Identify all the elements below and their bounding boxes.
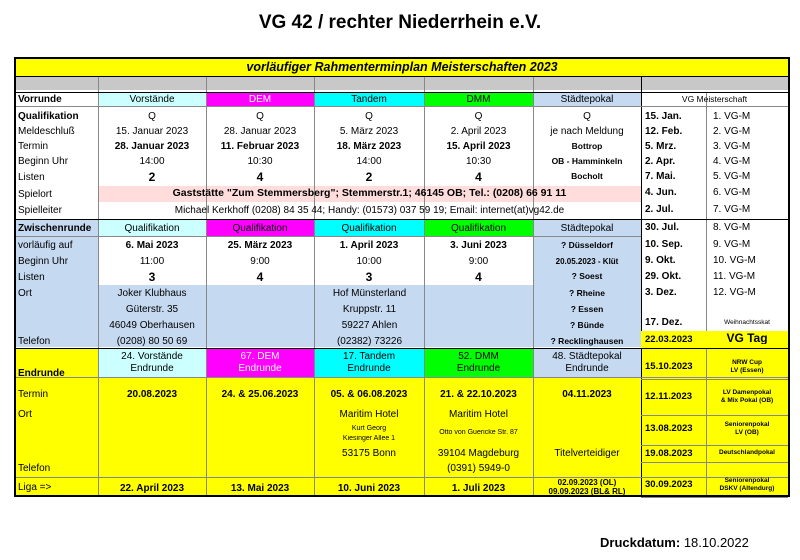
label-endrunde: Endrunde: [18, 368, 65, 379]
vgm-date-7: 30. Jul.: [645, 222, 679, 233]
vr-meldeschluss-1: 28. Januar 2023: [223, 126, 297, 137]
zw-ort-left-0: Joker Klubhaus: [117, 288, 187, 299]
grey-strip: [16, 77, 788, 90]
er-termin-1: 24. & 25.06.2023: [221, 389, 299, 400]
vgm-name-8: 9. VG-M: [713, 239, 751, 250]
vr-listen-4: Bocholt: [571, 171, 603, 181]
zw-listen-2: 3: [365, 271, 373, 284]
schedule-sheet: [14, 57, 790, 497]
vgm-date-11: 3. Dez.: [645, 287, 677, 298]
er-ort-c4-3: (0391) 5949-0: [447, 463, 510, 474]
label-qualifikation: Qualifikation: [18, 111, 79, 122]
zw-listen-3: 4: [475, 271, 482, 284]
vgm-date-5: 4. Jun.: [645, 187, 677, 198]
er-termin-0: 20.08.2023: [126, 389, 178, 400]
vr-termin-4: Bottrop: [571, 141, 603, 151]
vr-header-0: Vorstände: [129, 94, 175, 105]
spielleiter-text: Michael Kerkhoff (0208) 84 35 44; Handy: (01573) 037 59 19; Email: internet(at)vg42.de: [174, 205, 565, 216]
zw-header-2: Qualifikation: [341, 223, 397, 234]
print-date: [600, 535, 749, 550]
label-vorrunde: Vorrunde: [18, 94, 62, 105]
er-header-1-l1: 67. DEM: [240, 351, 280, 362]
er-ort-c5: Titelverteidiger: [554, 448, 620, 459]
label-meldeschluss: Meldeschluß: [18, 126, 75, 137]
er-liga-0: 22. April 2023: [119, 483, 185, 494]
vgm-extra-l2-1: & Mix Pokal (OB): [720, 397, 774, 404]
zw-ort-left-3: (0208) 80 50 69: [116, 336, 188, 347]
label-vorlaeufig: vorläufig auf: [18, 240, 73, 251]
vgm-name-10: 11. VG-M: [713, 271, 756, 282]
vgm-name-5: 6. VG-M: [713, 187, 751, 198]
er-header-3-l2: Endrunde: [456, 363, 501, 374]
vr-beginn-0: 14:00: [139, 156, 165, 167]
vgm-extra-l1-1: LV Damenpokal: [722, 389, 772, 396]
zw-listen-4: ? Soest: [571, 271, 603, 281]
vr-quali-2: Q: [365, 111, 373, 122]
er-liga-1: 13. Mai 2023: [230, 483, 290, 494]
grid: [16, 477, 788, 478]
vr-meldeschluss-2: 5. März 2023: [339, 126, 399, 137]
er-header-4-l1: 48. Städtepokal: [552, 351, 622, 362]
label-listen: Listen: [18, 172, 45, 183]
vgm-date-2: 5. Mrz.: [645, 141, 677, 152]
er-liga-2: 10. Juni 2023: [337, 483, 401, 494]
vr-termin-2: 18. März 2023: [336, 141, 402, 152]
zw-beginn-1: 9:00: [250, 256, 270, 267]
vgm-name-4: 5. VG-M: [713, 171, 751, 182]
label-ort2: Ort: [18, 409, 32, 420]
vr-listen-3: 4: [475, 171, 482, 184]
vgm-date-0: 15. Jan.: [645, 111, 682, 122]
vgm-name-1: 2. VG-M: [713, 126, 751, 137]
vgm-extra-l1-4: Seniorenpokal: [724, 477, 770, 484]
label-telefon: Telefon: [18, 336, 51, 347]
vgm-name-7: 8. VG-M: [713, 222, 751, 233]
zw-ort-left-1: Güterstr. 35: [125, 304, 179, 315]
zw-header-1: Qualifikation: [232, 223, 288, 234]
zw-datum-1: 25. März 2023: [227, 240, 293, 251]
vr-termin-1: 11. Februar 2023: [220, 141, 300, 152]
zw-ort-mid-1: Kruppstr. 11: [342, 304, 397, 315]
zw-header-4: Städtepokal: [560, 223, 614, 234]
vr-listen-1: 4: [256, 171, 264, 184]
grid: [16, 219, 788, 220]
vgm-extra-l1-3: Deutschlandpokal: [719, 449, 775, 456]
print-date-value: 18.10.2022: [683, 535, 749, 550]
zw-staedte-1: ? Essen: [570, 304, 604, 314]
vr-header-2: Tandem: [351, 94, 387, 105]
vr-termin-3: 15. April 2023: [446, 141, 511, 152]
vgm-date-9: 9. Okt.: [645, 255, 676, 266]
zw-beginn-2: 10:00: [356, 256, 382, 267]
vr-quali-0: Q: [148, 111, 156, 122]
er-header-0-l2: Endrunde: [130, 363, 174, 374]
er-ort-c4-1: Otto von Guericke Str. 87: [439, 429, 518, 436]
er-termin-2: 05. & 06.08.2023: [330, 389, 408, 400]
vgm-name-6: 7. VG-M: [713, 204, 751, 215]
vr-listen-0: 2: [148, 171, 156, 184]
vgtag-label: VG Tag: [726, 333, 768, 344]
label-beginn2: Beginn Uhr: [18, 256, 69, 267]
zw-datum-4: ? Düsseldorf: [561, 240, 613, 250]
vr-quali-1: Q: [256, 111, 264, 122]
vgm-extra-l2-2: LV (OB): [735, 429, 759, 436]
label-ort: Ort: [18, 288, 32, 299]
vgm-extra-date-3: 19.08.2023: [645, 448, 693, 459]
grid: [641, 497, 788, 498]
zw-listen-1: 4: [256, 271, 264, 284]
vgm-extra-date-2: 13.08.2023: [645, 423, 693, 434]
grid: [533, 77, 534, 495]
vr-meldeschluss-4: je nach Meldung: [550, 126, 624, 137]
vgm-dec17: 17. Dez.: [645, 317, 683, 328]
zw-header-3: Qualifikation: [450, 223, 507, 234]
er-ort-c3-3: 53175 Bonn: [342, 448, 396, 459]
zw-staedte-0: ? Rheine: [569, 288, 605, 298]
label-listen2: Listen: [18, 272, 45, 283]
zw-ort-mid-0: Hof Münsterland: [332, 288, 407, 299]
vgm-name-11: 12. VG-M: [713, 287, 756, 298]
vr-listen-2: 2: [365, 171, 373, 184]
er-liga-3: 1. Juli 2023: [451, 483, 506, 494]
zw-beginn-0: 11:00: [139, 256, 165, 267]
vgm-extra-date-1: 12.11.2023: [645, 391, 693, 402]
vgm-extra-date-0: 15.10.2023: [645, 361, 693, 372]
er-header-2-l1: 17. Tandem: [342, 351, 396, 362]
vgm-date-4: 7. Mai.: [645, 171, 676, 182]
zw-ort-left-2: 46049 Oberhausen: [109, 320, 195, 331]
vr-header-1: DEM: [248, 94, 272, 105]
vgm-title: VG Meisterschaft: [681, 94, 748, 104]
er-liga-c5-1: 09.09.2023 (BL& RL): [548, 488, 626, 496]
grid: [641, 415, 788, 416]
er-ort-c4-0: Maritim Hotel: [449, 409, 508, 420]
vr-meldeschluss-0: 15. Januar 2023: [115, 126, 189, 137]
vr-header-4: Städtepokal: [560, 94, 614, 105]
zw-header-0: Qualifikation: [124, 223, 180, 234]
grid: [16, 348, 788, 349]
vgm-extra-l1-2: Seniorenpokal: [724, 421, 770, 428]
vr-termin-0: 28. Januar 2023: [114, 141, 190, 152]
vgm-date-3: 2. Apr.: [645, 156, 676, 167]
grid: [16, 106, 788, 107]
zw-beginn-3: 9:00: [468, 256, 489, 267]
zw-datum-0: 6. Mai 2023: [125, 240, 179, 251]
zw-datum-2: 1. April 2023: [339, 240, 399, 251]
vgm-extra-l2-4: DSKV (Altendurg): [719, 485, 775, 492]
vgm-date-8: 10. Sep.: [645, 239, 683, 250]
er-ort-c3-0: Maritim Hotel: [339, 409, 399, 420]
vgm-date-6: 2. Jul.: [645, 204, 674, 215]
er-header-4-l2: Endrunde: [565, 363, 609, 374]
vgm-extra-date-4: 30.09.2023: [645, 479, 693, 490]
zw-listen-0: 3: [148, 271, 156, 284]
er-header-2-l2: Endrunde: [347, 363, 391, 374]
print-date-label: Druckdatum:: [600, 535, 681, 550]
zw-staedte-3: ? Recklinghausen: [550, 336, 624, 346]
grid: [641, 379, 788, 380]
label-spielort: Spielort: [18, 189, 52, 200]
grid: [641, 462, 788, 463]
vr-beginn-2: 14:00: [356, 156, 382, 167]
label-spielleiter: Spielleiter: [18, 205, 62, 216]
grid: [206, 77, 207, 495]
grid: [16, 236, 641, 237]
spielort-text: Gaststätte "Zum Stemmersberg"; Stemmerstr.1; 46145 OB; Tel.: (0208) 66 91 11: [172, 188, 567, 199]
er-ort-c3-1: Kurt Georg: [351, 425, 387, 432]
vgm-extra-l2-0: LV (Essen): [730, 367, 764, 374]
vr-meldeschluss-3: 2. April 2023: [450, 126, 507, 137]
label-beginn: Beginn Uhr: [18, 156, 69, 167]
zw-datum-3: 3. Juni 2023: [450, 240, 507, 251]
grid: [641, 77, 642, 495]
banner-title: vorläufiger Rahmenterminplan Meisterschaften 2023: [16, 59, 788, 77]
grid: [98, 77, 99, 495]
label-zwischenrunde: Zwischenrunde: [18, 223, 92, 234]
vr-quali-3: Q: [474, 111, 483, 122]
er-liga-c5-0: 02.09.2023 (OL): [557, 479, 617, 487]
vr-quali-4: Q: [583, 111, 591, 122]
zw-beginn-4: 20.05.2023 - Klüt: [555, 257, 619, 266]
grid: [641, 445, 788, 446]
er-termin-4: 04.11.2023: [562, 389, 612, 400]
label-termin: Termin: [18, 141, 49, 152]
zw-staedte-2: ? Bünde: [570, 320, 604, 330]
page-title: VG 42 / rechter Niederrhein e.V.: [258, 12, 542, 33]
vgm-date-1: 12. Feb.: [645, 126, 683, 137]
vgm-name-3: 4. VG-M: [713, 156, 751, 167]
zw-ort-mid-3: (02382) 73226: [336, 336, 403, 347]
label-telefon2: Telefon: [18, 463, 51, 474]
er-ort-c3-2: Kiesinger Allee 1: [342, 435, 396, 442]
vgtag-date: 22.03.2023: [645, 334, 693, 345]
er-header-0-l1: 24. Vorstände: [121, 351, 183, 362]
vgm-name-2: 3. VG-M: [713, 141, 751, 152]
vgm-dec17-label: Weihnachtsskat: [724, 319, 770, 326]
label-termin2: Termin: [18, 389, 49, 400]
vr-beginn-1: 10:30: [247, 156, 273, 167]
er-termin-3: 21. & 22.10.2023: [440, 389, 517, 400]
vgm-name-9: 10. VG-M: [713, 255, 756, 266]
grid: [16, 92, 788, 93]
er-header-1-l2: Endrunde: [238, 363, 282, 374]
er-header-3-l1: 52. DMM: [458, 351, 499, 362]
vr-header-3: DMM: [466, 94, 491, 105]
vgm-extra-l1-0: NRW Cup: [732, 359, 762, 366]
er-ort-c4-2: 39104 Magdeburg: [437, 448, 520, 459]
vgm-date-10: 29. Okt.: [645, 271, 682, 282]
vr-beginn-3: 10:30: [465, 156, 492, 167]
label-liga: Liga =>: [18, 482, 52, 493]
zw-ort-mid-2: 59227 Ahlen: [341, 320, 398, 331]
vr-beginn-4: OB - Hamminkeln: [551, 156, 623, 166]
grid: [16, 377, 788, 378]
vgm-name-0: 1. VG-M: [713, 111, 751, 122]
